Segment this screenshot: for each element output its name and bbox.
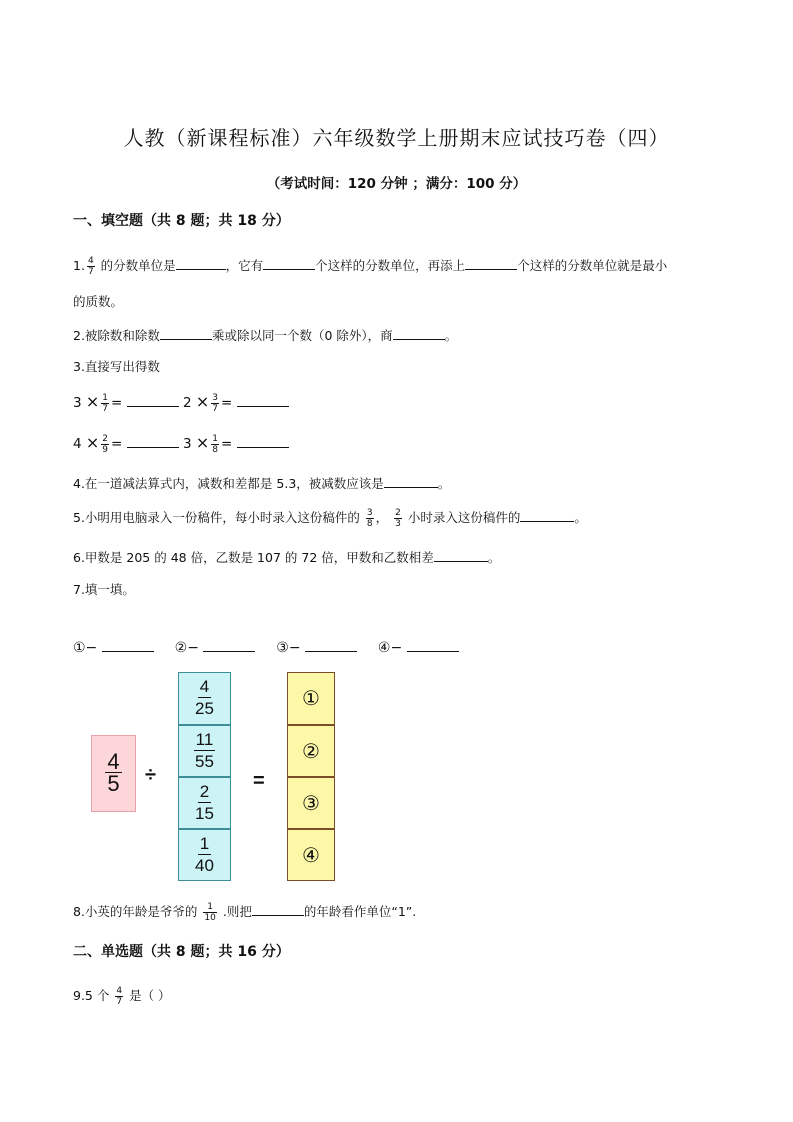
question-3: 3.直接写出得数	[73, 359, 160, 374]
answer-blank[interactable]	[160, 327, 212, 340]
divisor-box-4: 1 40	[178, 829, 231, 881]
equals-sign: =	[253, 770, 265, 792]
question-8: 8.小英的年龄是爷爷的 $\frac{1}{10}$ .则把 的年龄看作单位“1”.	[73, 902, 417, 923]
divisor-box-2: 11 55	[178, 725, 231, 777]
result-box-2: ②	[287, 725, 335, 777]
question-1-cont: 的质数。	[73, 294, 124, 309]
q1-number: 1.	[73, 258, 85, 273]
divide-sign: ÷	[145, 764, 156, 786]
q1-fraction: $\frac{4}{7}$	[87, 256, 94, 277]
question-9: 9.5 个 $\frac{4}{7}$ 是（ ）	[73, 986, 171, 1007]
exam-info: （考试时间：120 分钟 ；满分：100 分）	[266, 176, 527, 192]
q7-answer-row: ①− ②− ③− ④−	[73, 639, 459, 656]
result-box-1: ①	[287, 672, 335, 725]
answer-blank[interactable]	[176, 257, 226, 270]
result-box-3: ③	[287, 777, 335, 829]
answer-blank[interactable]	[384, 475, 438, 488]
calc-row-1: 3 × $\frac{1}{7}$ = 2 × $\frac{3}{7}$ =	[73, 392, 289, 414]
answer-blank[interactable]	[520, 509, 574, 522]
answer-blank[interactable]	[237, 394, 289, 407]
answer-blank[interactable]	[407, 639, 459, 652]
answer-blank[interactable]	[434, 549, 488, 562]
answer-blank[interactable]	[305, 639, 357, 652]
section-heading-single-choice: 二、单选题（共 8 题；共 16 分）	[73, 944, 290, 960]
answer-blank[interactable]	[102, 639, 154, 652]
answer-blank[interactable]	[465, 257, 517, 270]
page-title: 人教（新课程标准）六年级数学上册期末应试技巧卷（四）	[123, 126, 670, 150]
answer-blank[interactable]	[203, 639, 255, 652]
question-7: 7.填一填。	[73, 582, 135, 597]
divisor-box-1: 4 25	[178, 672, 231, 725]
divisor-box-3: 2 15	[178, 777, 231, 829]
question-5: 5.小明用电脑录入一份稿件，每小时录入这份稿件的 $\frac{3}{8}$ ， $\frac{2}{3}$ 小时录入这份稿件的 。	[73, 508, 587, 529]
question-4: 4.在一道减法算式内，减数和差都是 5.3，被减数应该是 。	[73, 476, 451, 491]
answer-blank[interactable]	[252, 903, 304, 916]
question-1: 1. $\frac{4}{7}$ 的分数单位是 ，它有 个这样的分数单位，再添上 个这样的分数单位就是最小	[73, 256, 668, 277]
answer-blank[interactable]	[127, 435, 179, 448]
section-heading-fill-blank: 一、填空题（共 8 题；共 18 分）	[73, 213, 290, 229]
answer-blank[interactable]	[237, 435, 289, 448]
answer-blank[interactable]	[263, 257, 315, 270]
answer-blank[interactable]	[127, 394, 179, 407]
question-6: 6.甲数是 205 的 48 倍，乙数是 107 的 72 倍，甲数和乙数相差 。	[73, 550, 501, 565]
dividend-box: 4 5	[91, 735, 136, 812]
answer-blank[interactable]	[393, 327, 445, 340]
question-2: 2.被除数和除数 乘或除以同一个数（0 除外），商 。	[73, 328, 458, 343]
calc-row-2: 4 × $\frac{2}{9}$ = 3 × $\frac{1}{8}$ =	[73, 433, 289, 455]
result-box-4: ④	[287, 829, 335, 881]
